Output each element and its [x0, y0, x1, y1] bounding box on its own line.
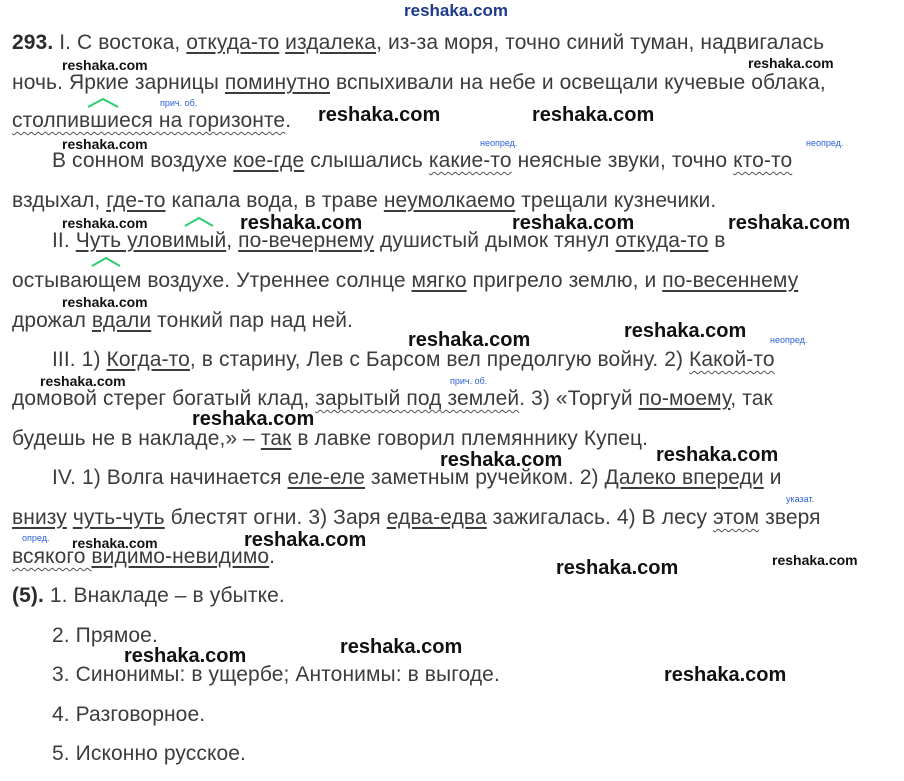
wavy-underlined-word: кто-то: [733, 149, 793, 172]
watermark: reshaka.com: [440, 449, 563, 471]
caret-mark-icon: [183, 216, 215, 228]
text-line: [12, 505, 896, 531]
text: домовой стерег богатый клад,: [12, 387, 316, 410]
text: , из-за моря, точно синий туман, надвигалась: [376, 31, 825, 54]
watermark: reshaka.com: [772, 552, 858, 568]
text: ночь. Яркие зарницы: [12, 71, 225, 94]
underlined-word: чуть-чуть: [72, 506, 165, 529]
watermark: reshaka.com: [532, 104, 655, 126]
text: .: [285, 109, 292, 132]
text: заметным ручейком. 2): [365, 466, 605, 489]
watermark: reshaka.com: [62, 215, 148, 231]
watermark: reshaka.com: [62, 57, 148, 73]
watermark: reshaka.com: [512, 212, 635, 234]
underlined-word: едва-едва: [386, 506, 487, 529]
answer-line: 3. Синонимы: в ущербе; Антонимы: в выгоде.: [52, 663, 500, 686]
annotation-label: прич. об.: [160, 98, 198, 108]
underlined-word: Когда-то: [106, 348, 190, 371]
text-line: [12, 70, 896, 96]
text: , так: [730, 387, 773, 410]
exercise-number: 293.: [12, 31, 54, 54]
text-line: [12, 386, 896, 412]
underlined-word: внизу: [12, 506, 67, 529]
watermark: reshaka.com: [318, 104, 441, 126]
underlined-word: неумолкаемо: [383, 189, 516, 212]
text: неясные звуки, точно: [511, 149, 734, 172]
text: остывающем воздухе. Утреннее солнце: [12, 269, 412, 292]
annotation-label: прич. об.: [450, 376, 488, 386]
text-line: [12, 108, 896, 134]
underlined-word: поминутно: [224, 71, 331, 94]
text: IV. 1) Волга начинается: [52, 466, 288, 489]
annotation-label: неопред.: [770, 335, 808, 345]
caret-mark-icon: [86, 97, 120, 109]
text: вздыхал,: [12, 189, 107, 212]
underlined-phrase: Далеко впереди: [604, 466, 764, 489]
underlined-word: вдали: [91, 309, 152, 332]
watermark: reshaka.com: [124, 645, 247, 667]
text: зверя: [759, 506, 821, 529]
underlined-word: по-весеннему: [662, 269, 799, 292]
text-line: [12, 30, 896, 56]
text: и: [763, 466, 782, 489]
text: в лавке говорил племяннику Купец.: [291, 427, 649, 450]
watermark: reshaka.com: [62, 294, 148, 310]
text: слышались: [304, 149, 429, 172]
underlined-word: так: [260, 427, 292, 450]
wavy-underlined-word: какие-то: [428, 149, 512, 172]
text: . 3) «Торгуй: [519, 387, 639, 410]
underlined-word: где-то: [106, 189, 166, 212]
text: вспыхивали на небе и освещали кучевые облака,: [330, 71, 826, 94]
watermark: reshaka.com: [656, 444, 779, 466]
annotation-label: указат.: [786, 494, 815, 504]
watermark: reshaka.com: [748, 55, 834, 71]
underlined-word: еле-еле: [287, 466, 366, 489]
annotation-label: опред.: [22, 533, 50, 543]
answer-text: 1. Внакладе – в убытке.: [49, 584, 285, 607]
text: блестят огни. 3) Заря: [164, 506, 387, 529]
watermark: reshaka.com: [72, 535, 158, 551]
text: пригрело землю, и: [466, 269, 663, 292]
text: трещали кузнечики.: [515, 189, 717, 212]
text: дрожал: [12, 309, 92, 332]
watermark: reshaka.com: [664, 664, 787, 686]
underlined-word: откуда-то: [615, 229, 709, 252]
underlined-phrase: Чуть уловимый: [75, 229, 227, 252]
wavy-underlined-phrase: зарытый под землей: [315, 387, 520, 410]
text: III. 1): [52, 348, 107, 371]
text-line: [52, 148, 896, 174]
underlined-word: по-вечернему: [238, 229, 375, 252]
text: I. С востока,: [59, 31, 187, 54]
text: душистый дымок тянул: [374, 229, 616, 252]
underlined-word: откуда-то: [186, 31, 280, 54]
text-line: [12, 268, 896, 294]
underlined-word: по-моему: [638, 387, 731, 410]
text: тонкий пар над ней.: [151, 309, 353, 332]
annotation-label: неопред.: [480, 138, 518, 148]
wavy-underlined-word: Какой-то: [689, 348, 775, 371]
answer-line: [12, 583, 896, 609]
text: ,: [226, 229, 239, 252]
watermark: reshaka.com: [240, 212, 363, 234]
answer-line: 5. Исконно русское.: [52, 742, 246, 765]
site-header: reshaka.com: [404, 1, 508, 20]
text: В сонном воздухе: [52, 149, 234, 172]
answer-line: 2. Прямое.: [52, 624, 158, 647]
answer-line: 4. Разговорное.: [52, 703, 206, 726]
watermark: reshaka.com: [192, 408, 315, 430]
wavy-underlined-word: всякого: [12, 545, 92, 568]
text: , в старину, Лев с Барсом вел предолгую войну. 2): [189, 348, 690, 371]
watermark: reshaka.com: [62, 136, 148, 152]
text: зажигалась. 4) В лесу: [486, 506, 713, 529]
text-line: [12, 188, 896, 214]
watermark: reshaka.com: [408, 329, 531, 351]
watermark: reshaka.com: [244, 529, 367, 551]
underlined-word: мягко: [411, 269, 467, 292]
watermark: reshaka.com: [340, 636, 463, 658]
wavy-underlined-word: этом: [713, 506, 760, 529]
annotation-label: неопред.: [806, 138, 844, 148]
watermark: reshaka.com: [728, 212, 851, 234]
underlined-word: видимо-невидимо: [91, 545, 270, 568]
text: капала вода, в траве: [165, 189, 384, 212]
watermark: reshaka.com: [556, 557, 679, 579]
text: .: [269, 545, 276, 568]
wavy-underlined-phrase: столпившиеся на горизонте: [12, 109, 286, 132]
watermark: reshaka.com: [40, 373, 126, 389]
text: II.: [52, 229, 76, 252]
caret-mark-icon: [90, 256, 122, 268]
underlined-word: кое-где: [233, 149, 305, 172]
text: будешь не в накладе,» –: [12, 427, 261, 450]
text: в: [708, 229, 726, 252]
watermark: reshaka.com: [624, 320, 747, 342]
underlined-word: издалека: [285, 31, 377, 54]
answer-label: (5).: [12, 584, 44, 607]
